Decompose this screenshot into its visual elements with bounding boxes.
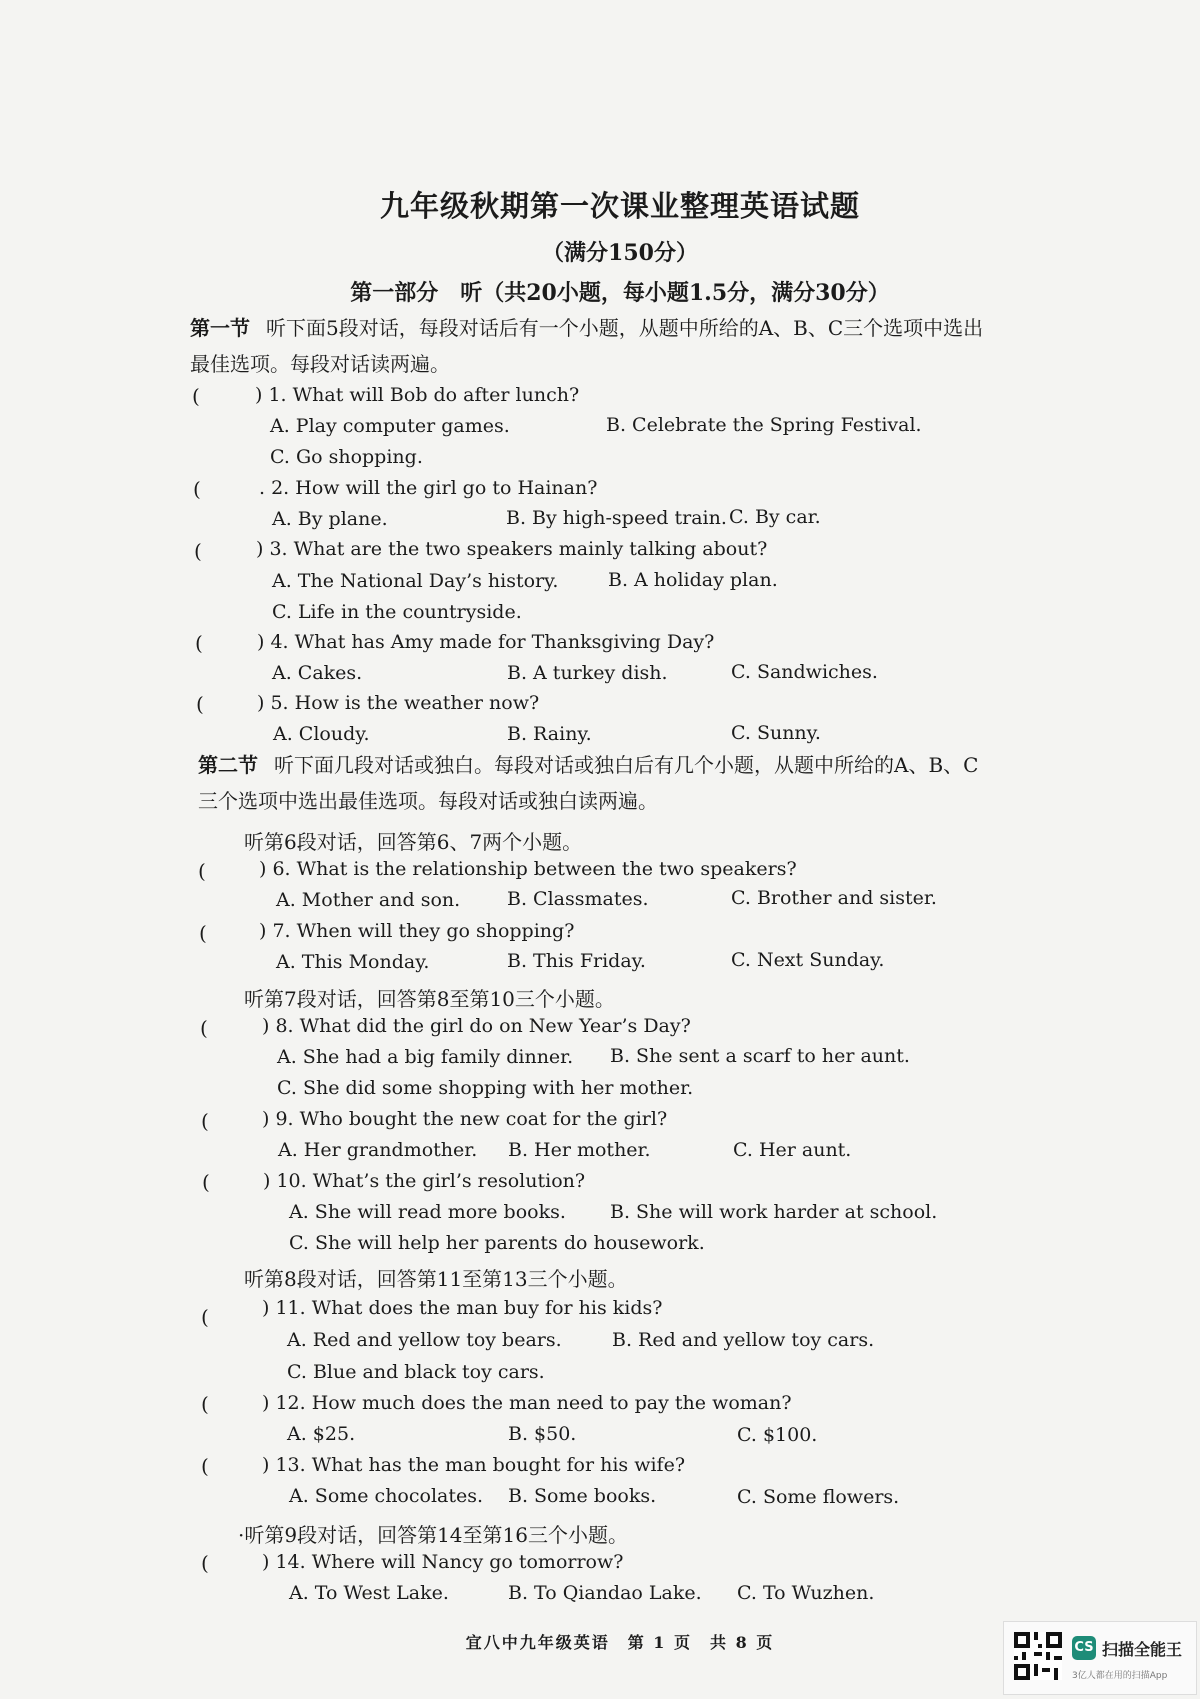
section2-instructions [198, 747, 1058, 819]
question-12-option-a: A. $25. [287, 1423, 356, 1445]
question-9-option-c: C. Her aunt. [733, 1139, 852, 1161]
answer-paren[interactable]: ( [200, 1016, 208, 1040]
question-7-stem: ) 7. When will they go shopping? [259, 920, 575, 942]
answer-paren[interactable]: ( [201, 1454, 209, 1478]
question-14-option-a: A. To West Lake. [289, 1582, 449, 1604]
question-7-option-b: B. This Friday. [507, 950, 646, 972]
scanner-app-name: 扫描全能王 [1102, 1640, 1183, 1659]
section1-line1: 第一节 听下面5段对话，每段对话后有一个小题，从题中所给的A、B、C三个选项中选出 [190, 316, 984, 340]
exam-title: 九年级秋期第一次课业整理英语试题 [379, 189, 860, 223]
answer-paren[interactable]: ( [193, 477, 201, 501]
question-12-option-b: B. $50. [508, 1423, 577, 1445]
question-1-option-b: B. Celebrate the Spring Festival. [606, 414, 922, 436]
part-heading: 第一部分 听（共20小题，每小题1.5分，满分30分） [350, 280, 890, 306]
question-2-option-a: A. By plane. [272, 508, 388, 530]
question-3-option-c: C. Life in the countryside. [272, 601, 522, 623]
question-13-stem: ) 13. What has the man bought for his wife? [262, 1454, 686, 1476]
section2-line1: 第二节 听下面几段对话或独白。每段对话或独白后有几个小题，从题中所给的A、B、C [198, 753, 979, 777]
answer-paren[interactable]: ( [192, 384, 200, 408]
question-9-option-a: A. Her grandmother. [278, 1139, 478, 1161]
question-3-option-b: B. A holiday plan. [608, 569, 778, 591]
question-3-option-a: A. The National Day’s history. [272, 570, 559, 592]
question-11-option-a: A. Red and yellow toy bears. [287, 1329, 562, 1351]
answer-paren[interactable]: ( [202, 1170, 210, 1194]
question-12-stem: ) 12. How much does the man need to pay the woman? [262, 1392, 792, 1414]
question-13-option-c: C. Some flowers. [737, 1486, 900, 1508]
question-10-stem: ) 10. What’s the girl’s resolution? [263, 1170, 586, 1192]
question-2-option-b: B. By high-speed train. [506, 507, 727, 529]
answer-paren[interactable]: ( [201, 1392, 209, 1416]
question-6-option-a: A. Mother and son. [276, 889, 461, 911]
question-5-option-a: A. Cloudy. [273, 723, 370, 745]
exam-subtitle: （满分150分） [542, 240, 698, 266]
page-footer: 宜八中九年级英语 第 1 页 共 8 页 [465, 1633, 775, 1652]
qr-code-icon [1014, 1632, 1062, 1680]
dialogue-instruction: 听第8段对话，回答第11至第13三个小题。 [244, 1267, 628, 1291]
camscanner-logo: CS [1072, 1636, 1096, 1660]
scanner-watermark [1003, 1621, 1197, 1695]
question-6-option-b: B. Classmates. [507, 888, 649, 910]
answer-paren[interactable]: ( [195, 631, 203, 655]
question-10-option-a: A. She will read more books. [289, 1201, 566, 1223]
question-9-option-b: B. Her mother. [508, 1139, 651, 1161]
section2-label: 第二节 [198, 753, 258, 777]
question-11-option-c: C. Blue and black toy cars. [287, 1361, 545, 1383]
scanner-tagline: 3亿人都在用的扫描App [1072, 1671, 1168, 1681]
question-4-option-a: A. Cakes. [272, 662, 363, 684]
question-4-option-b: B. A turkey dish. [507, 662, 668, 684]
question-5-option-c: C. Sunny. [731, 722, 821, 744]
question-6-stem: ) 6. What is the relationship between the two speakers? [259, 858, 797, 880]
answer-paren[interactable]: ( [201, 1551, 209, 1575]
question-7-option-c: C. Next Sunday. [731, 949, 885, 971]
question-6-option-c: C. Brother and sister. [731, 887, 937, 909]
section2-line2: 三个选项中选出最佳选项。每段对话或独白读两遍。 [198, 789, 658, 813]
question-2-stem: . 2. How will the girl go to Hainan? [259, 477, 598, 499]
dialogue-instruction: ·听第9段对话，回答第14至第16三个小题。 [238, 1523, 628, 1547]
question-14-option-b: B. To Qiandao Lake. [508, 1582, 702, 1604]
answer-paren[interactable]: ( [196, 692, 204, 716]
question-10-option-c: C. She will help her parents do housework. [289, 1232, 705, 1254]
answer-paren[interactable]: ( [199, 921, 207, 945]
dialogue-instruction: 听第6段对话，回答第6、7两个小题。 [244, 830, 583, 854]
answer-paren[interactable]: ( [201, 1109, 209, 1133]
section1-label: 第一节 [190, 316, 250, 340]
question-10-option-b: B. She will work harder at school. [610, 1201, 938, 1223]
question-11-option-b: B. Red and yellow toy cars. [612, 1329, 875, 1351]
question-8-option-b: B. She sent a scarf to her aunt. [610, 1045, 910, 1067]
question-8-option-a: A. She had a big family dinner. [277, 1046, 574, 1068]
question-4-option-c: C. Sandwiches. [731, 661, 878, 683]
question-8-option-c: C. She did some shopping with her mother. [277, 1077, 694, 1099]
question-14-stem: ) 14. Where will Nancy go tomorrow? [262, 1551, 624, 1573]
question-1-option-a: A. Play computer games. [270, 415, 510, 437]
question-4-stem: ) 4. What has Amy made for Thanksgiving Day? [257, 631, 715, 653]
section1-instructions [190, 310, 1050, 382]
question-3-stem: ) 3. What are the two speakers mainly talking about? [256, 538, 768, 560]
question-14-option-c: C. To Wuzhen. [737, 1582, 875, 1604]
question-13-option-a: A. Some chocolates. [289, 1485, 484, 1507]
question-9-stem: ) 9. Who bought the new coat for the girl? [262, 1108, 668, 1130]
question-13-option-b: B. Some books. [508, 1485, 657, 1507]
section1-line2: 最佳选项。每段对话读两遍。 [190, 352, 450, 376]
answer-paren[interactable]: ( [194, 539, 202, 563]
question-5-option-b: B. Rainy. [507, 723, 592, 745]
question-1-stem: ) 1. What will Bob do after lunch? [255, 384, 580, 406]
question-7-option-a: A. This Monday. [276, 951, 430, 973]
question-8-stem: ) 8. What did the girl do on New Year’s Day? [262, 1015, 691, 1037]
question-1-option-c: C. Go shopping. [270, 446, 423, 468]
answer-paren[interactable]: ( [198, 859, 206, 883]
question-11-stem: ) 11. What does the man buy for his kids? [262, 1297, 663, 1319]
question-2-option-c: C. By car. [729, 506, 821, 528]
question-12-option-c: C. $100. [737, 1424, 818, 1446]
question-5-stem: ) 5. How is the weather now? [257, 692, 540, 714]
answer-paren[interactable]: ( [201, 1305, 209, 1329]
dialogue-instruction: 听第7段对话，回答第8至第10三个小题。 [244, 987, 615, 1011]
